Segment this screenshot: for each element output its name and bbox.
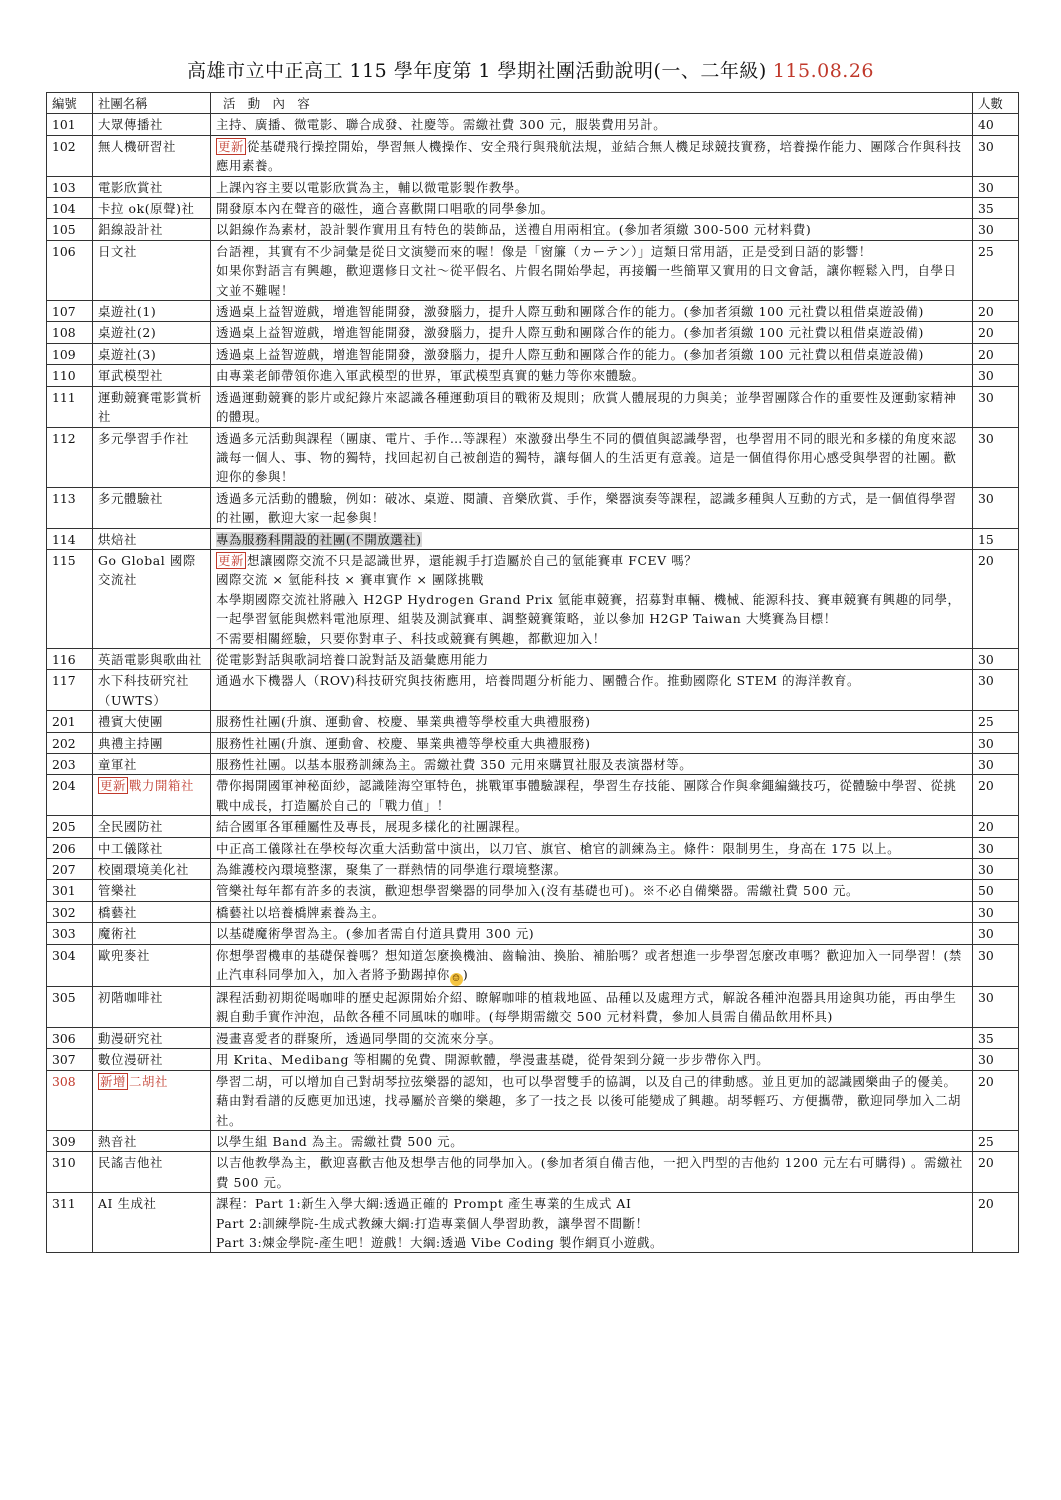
table-row xyxy=(47,135,1019,176)
status-badge: 新增 xyxy=(100,1073,126,1089)
club-id: 113 xyxy=(47,487,93,528)
club-description: 服務性社團(升旗、運動會、校慶、畢業典禮等學校重大典禮服務) xyxy=(216,714,591,730)
club-description-cell xyxy=(211,528,973,549)
club-id: 107 xyxy=(47,301,93,322)
member-count: 30 xyxy=(973,1049,1019,1070)
club-name: 桌遊社(2) xyxy=(98,325,157,341)
title-date: 115.08.26 xyxy=(772,60,875,82)
header-id: 編號 xyxy=(47,93,93,114)
member-count: 20 xyxy=(973,301,1019,322)
club-id: 109 xyxy=(47,343,93,364)
club-description-cell xyxy=(211,114,973,135)
club-description-cell xyxy=(211,732,973,753)
club-description-cell xyxy=(211,711,973,732)
club-id: 301 xyxy=(47,880,93,901)
table-row xyxy=(47,176,1019,197)
table-row xyxy=(47,923,1019,944)
table-row xyxy=(47,1049,1019,1070)
club-description: 以學生組 Band 為主。需繳社費 500 元。 xyxy=(216,1133,464,1149)
club-name-cell xyxy=(93,1193,211,1253)
club-id: 103 xyxy=(47,176,93,197)
club-description: 服務性社團(升旗、運動會、校慶、畢業典禮等學校重大典禮服務) xyxy=(216,735,591,751)
club-description: 學習二胡，可以增加自己對胡琴拉弦樂器的認知，也可以學習雙手的協調，以及自己的律動感。並且更加的認識國樂曲子的優美。 藉由對看譜的反應更加迅速，找尋屬於音樂的樂趣，多了一技之長 以後可能變成了興趣。胡琴輕巧、方便攜帶，歡迎同學加入二胡社。 xyxy=(216,1073,962,1128)
club-name-cell xyxy=(93,240,211,300)
club-name: 全民國防社 xyxy=(98,819,163,835)
table-row xyxy=(47,732,1019,753)
club-name-cell xyxy=(93,944,211,986)
club-name: 多元體驗社 xyxy=(98,490,163,506)
club-name: 民謠吉他社 xyxy=(98,1155,163,1171)
table-row xyxy=(47,301,1019,322)
club-description-cell xyxy=(211,487,973,528)
club-description: 以基礎魔術學習為主。(參加者需自付道具費用 300 元) xyxy=(216,926,535,942)
table-row xyxy=(47,240,1019,300)
table-row xyxy=(47,1130,1019,1151)
club-description: 為維護校內環境整潔，聚集了一群熱情的同學進行環境整潔。 xyxy=(216,862,567,878)
club-name-cell xyxy=(93,1152,211,1193)
member-count: 30 xyxy=(973,487,1019,528)
member-count: 30 xyxy=(973,859,1019,880)
club-id: 203 xyxy=(47,754,93,775)
club-name-cell xyxy=(93,135,211,176)
member-count: 35 xyxy=(973,1027,1019,1048)
table-header-row xyxy=(47,93,1019,114)
club-description: 帶你揭開國軍神秘面紗，認識陸海空軍特色，挑戰軍事體驗課程，學習生存技能、團隊合作與傘繩編織技巧，從體驗中學習、從挑戰中成長，打造屬於自己的「戰力值」！ xyxy=(216,778,957,813)
club-name-cell xyxy=(93,648,211,669)
club-id: 117 xyxy=(47,670,93,711)
club-description: 橋藝社以培養橋牌素養為主。 xyxy=(216,904,385,920)
member-count: 25 xyxy=(973,711,1019,732)
club-description-cell xyxy=(211,859,973,880)
club-name: 歐兜麥社 xyxy=(98,947,150,963)
club-description: 服務性社團。以基本服務訓練為主。需繳社費 350 元用來購買社服及表演器材等。 xyxy=(216,757,693,772)
table-row xyxy=(47,775,1019,816)
club-description: 以鋁線作為素材，設計製作實用且有特色的裝飾品，送禮自用兩相宜。(參加者須繳 300-500 元材料費) xyxy=(216,222,812,238)
club-name: 校園環境美化社 xyxy=(98,862,189,878)
member-count: 30 xyxy=(973,135,1019,176)
member-count: 20 xyxy=(973,816,1019,837)
club-id: 202 xyxy=(47,732,93,753)
club-name-cell xyxy=(93,114,211,135)
header-count: 人數 xyxy=(973,93,1019,114)
club-name-cell xyxy=(93,219,211,240)
table-row xyxy=(47,322,1019,343)
member-count: 20 xyxy=(973,1193,1019,1253)
club-description-end: ) xyxy=(462,967,469,983)
club-description: 從基礎飛行操控開始，學習無人機操作、安全飛行與飛航法規，並結合無人機足球競技實務，培養操作能力、團隊合作與科技應用素養。 xyxy=(216,138,962,174)
member-count: 30 xyxy=(973,923,1019,944)
member-count: 30 xyxy=(973,386,1019,427)
club-name: 管樂社 xyxy=(98,883,137,899)
club-id: 309 xyxy=(47,1130,93,1151)
club-name-cell xyxy=(93,322,211,343)
member-count: 30 xyxy=(973,837,1019,858)
club-name: 運動競賽電影賞析社 xyxy=(98,389,202,425)
club-name-cell xyxy=(93,198,211,219)
member-count: 25 xyxy=(973,1130,1019,1151)
table-row xyxy=(47,1152,1019,1193)
club-description-cell xyxy=(211,1049,973,1070)
club-name: 中工儀隊社 xyxy=(98,840,163,856)
member-count: 30 xyxy=(973,365,1019,386)
club-description: 專為服務科開設的社團(不開放選社) xyxy=(216,531,422,547)
club-id: 115 xyxy=(47,549,93,648)
table-row xyxy=(47,648,1019,669)
header-content: 活 動 內 容 xyxy=(211,93,973,114)
club-id: 111 xyxy=(47,386,93,427)
club-name: 卡拉 ok(原聲)社 xyxy=(98,201,195,217)
member-count: 20 xyxy=(973,549,1019,648)
club-description-cell xyxy=(211,219,973,240)
club-description-cell xyxy=(211,754,973,775)
member-count: 30 xyxy=(973,670,1019,711)
club-name: 魔術社 xyxy=(98,926,137,942)
club-id: 102 xyxy=(47,135,93,176)
member-count: 20 xyxy=(973,322,1019,343)
member-count: 30 xyxy=(973,176,1019,197)
club-id: 205 xyxy=(47,816,93,837)
club-description-cell xyxy=(211,880,973,901)
member-count: 20 xyxy=(973,1070,1019,1130)
club-name-cell xyxy=(93,487,211,528)
club-name-cell xyxy=(93,837,211,858)
club-name: 無人機研習社 xyxy=(98,138,176,154)
member-count: 20 xyxy=(973,1152,1019,1193)
club-name: 桌遊社(3) xyxy=(98,346,157,362)
member-count: 25 xyxy=(973,240,1019,300)
club-description: 結合國軍各軍種屬性及專長，展現多樣化的社團課程。 xyxy=(216,819,528,835)
club-name: 熱音社 xyxy=(98,1133,137,1149)
club-description-cell xyxy=(211,343,973,364)
club-name-cell xyxy=(93,880,211,901)
club-name: 橋藝社 xyxy=(98,904,137,920)
club-description: 開發原本內在聲音的磁性，適合喜歡開口唱歌的同學參加。 xyxy=(216,201,554,217)
club-id: 105 xyxy=(47,219,93,240)
member-count: 30 xyxy=(973,987,1019,1028)
club-id: 307 xyxy=(47,1049,93,1070)
club-name-cell xyxy=(93,670,211,711)
member-count: 40 xyxy=(973,114,1019,135)
status-badge: 更新 xyxy=(218,138,244,154)
member-count: 30 xyxy=(973,732,1019,753)
club-description-cell xyxy=(211,549,973,648)
table-row xyxy=(47,386,1019,427)
club-name: 二胡社 xyxy=(128,1073,168,1089)
club-name: AI 生成社 xyxy=(98,1196,157,1212)
table-row xyxy=(47,670,1019,711)
table-row xyxy=(47,114,1019,135)
club-name-cell xyxy=(93,1070,211,1130)
club-description: 透過桌上益智遊戲，增進智能開發，激發腦力，提升人際互動和團隊合作的能力。(參加者須繳 100 元社費以租借桌遊設備) xyxy=(216,325,924,341)
club-description: 想讓國際交流不只是認識世界，還能親手打造屬於自己的氫能賽車 FCEV 嗎？ 國際交流 × 氫能科技 × 賽車實作 × 團隊挑戰 本學期國際交流社將融入 H2GP Hydrogen Grand Prix 氫能車競賽，招募對車輛、機械、能源科技、賽車競賽有興趣的同學，一起學習氫能與燃料電池原理、組裝及測試賽車、調整競賽策略，並以參加 H2GP Taiwan 大獎賽為目標！ 不需要相關經驗，只要你對車子、科技或競賽有興趣，都歡迎加入！ xyxy=(216,552,961,646)
club-id: 116 xyxy=(47,648,93,669)
club-description-cell xyxy=(211,386,973,427)
club-name: 英語電影與歌曲社 xyxy=(98,651,202,667)
club-description-cell xyxy=(211,1070,973,1130)
club-name: 禮賓大使團 xyxy=(98,714,163,730)
club-name-cell xyxy=(93,901,211,922)
club-description-cell xyxy=(211,365,973,386)
club-description: 從電影對話與歌詞培養口說對話及語彙應用能力 xyxy=(216,651,489,667)
club-name-cell xyxy=(93,1027,211,1048)
smiley-face-icon: ☺ xyxy=(450,973,463,986)
club-name-cell xyxy=(93,859,211,880)
club-id: 306 xyxy=(47,1027,93,1048)
club-table xyxy=(46,92,1019,1253)
club-id: 304 xyxy=(47,944,93,986)
club-id: 104 xyxy=(47,198,93,219)
club-name: 數位漫研社 xyxy=(98,1052,163,1068)
club-name-cell xyxy=(93,386,211,427)
member-count: 50 xyxy=(973,880,1019,901)
club-description-cell xyxy=(211,1193,973,1253)
club-id: 302 xyxy=(47,901,93,922)
club-description: 透過桌上益智遊戲，增進智能開發，激發腦力，提升人際互動和團隊合作的能力。(參加者須繳 100 元社費以租借桌遊設備) xyxy=(216,346,924,362)
club-name: 動漫研究社 xyxy=(98,1030,163,1046)
club-description: 上課內容主要以電影欣賞為主，輔以微電影製作教學。 xyxy=(216,179,528,195)
club-description-cell xyxy=(211,944,973,986)
table-row xyxy=(47,487,1019,528)
club-name-cell xyxy=(93,816,211,837)
club-name: 鋁線設計社 xyxy=(98,222,163,238)
page-title xyxy=(0,56,1061,83)
club-name-cell xyxy=(93,365,211,386)
club-name-cell xyxy=(93,987,211,1028)
club-description: 中正高工儀隊社在學校每次重大活動當中演出，以刀官、旗官、槍官的訓練為主。條件：限制男生，身高在 175 以上。 xyxy=(216,840,901,856)
table-body xyxy=(47,114,1019,1253)
club-description-cell xyxy=(211,427,973,487)
club-id: 305 xyxy=(47,987,93,1028)
club-name: 初階咖啡社 xyxy=(98,990,163,1006)
club-description-cell xyxy=(211,670,973,711)
club-name-cell xyxy=(93,1049,211,1070)
table-row xyxy=(47,711,1019,732)
table-row xyxy=(47,1070,1019,1130)
club-name: 典禮主持團 xyxy=(98,735,163,751)
club-name-cell xyxy=(93,732,211,753)
club-id: 303 xyxy=(47,923,93,944)
member-count: 35 xyxy=(973,198,1019,219)
club-description-cell xyxy=(211,301,973,322)
club-name: 電影欣賞社 xyxy=(98,179,163,195)
title-text: 高雄市立中正高工 115 學年度第 1 學期社團活動說明(一、二年級) xyxy=(186,60,767,82)
club-description: 以吉他教學為主，歡迎喜歡吉他及想學吉他的同學加入。(參加者須自備吉他，一把入門型的吉他約 1200 元左右可購得) 。需繳社費 500 元。 xyxy=(216,1155,963,1190)
club-name-cell xyxy=(93,923,211,944)
club-description: 課程：Part 1:新生入學大綱:透過正確的 Prompt 產生專業的生成式 AI Part 2:訓練學院-生成式教練大綱:打造專業個人學習助教，讓學習不間斷！ Part 3:煉金學院-產生吧！遊戲！大綱:透過 Vibe Coding 製作網頁小遊戲。 xyxy=(216,1196,663,1250)
club-description: 通過水下機器人（ROV)科技研究與技術應用，培養問題分析能力、團體合作。推動國際化 STEM 的海洋教育。 xyxy=(216,673,861,689)
member-count: 30 xyxy=(973,944,1019,986)
club-description-cell xyxy=(211,837,973,858)
table-row xyxy=(47,816,1019,837)
club-description-cell xyxy=(211,1152,973,1193)
club-description-cell xyxy=(211,176,973,197)
club-name-cell xyxy=(93,301,211,322)
member-count: 30 xyxy=(973,427,1019,487)
club-id: 106 xyxy=(47,240,93,300)
club-description: 主持、廣播、微電影、聯合成發、社慶等。需繳社費 300 元，服裝費用另計。 xyxy=(216,117,667,133)
club-id: 310 xyxy=(47,1152,93,1193)
club-description: 台語裡，其實有不少詞彙是從日文演變而來的喔！像是「窗簾（カーテン）」這類日常用語，正是受到日語的影響！ 如果你對語言有興趣，歡迎選修日文社～從平假名、片假名開始學起，再接觸一些簡單又實用的日文會話，讓你輕鬆入門，自學日文並不難喔！ xyxy=(216,243,957,298)
club-id: 101 xyxy=(47,114,93,135)
club-name-cell xyxy=(93,549,211,648)
member-count: 20 xyxy=(973,343,1019,364)
club-name: 多元學習手作社 xyxy=(98,430,189,446)
club-description-cell xyxy=(211,923,973,944)
table-row xyxy=(47,427,1019,487)
club-description: 由專業老師帶領你進入軍武模型的世界，軍武模型真實的魅力等你來體驗。 xyxy=(216,368,645,384)
status-badge: 更新 xyxy=(218,552,244,568)
club-description-cell xyxy=(211,987,973,1028)
club-description-cell xyxy=(211,648,973,669)
table-row xyxy=(47,944,1019,986)
club-description-cell xyxy=(211,1130,973,1151)
club-description: 透過多元活動的體驗，例如：破冰、桌遊、閱讀、音樂欣賞、手作，樂器演奏等課程，認識多種與人互動的方式，是一個值得學習的社團，歡迎大家一起參與！ xyxy=(216,490,957,526)
club-description-cell xyxy=(211,198,973,219)
club-name: 水下科技研究社（UWTS） xyxy=(98,673,189,708)
table-row xyxy=(47,1193,1019,1253)
table-row xyxy=(47,859,1019,880)
club-description: 透過桌上益智遊戲，增進智能開發，激發腦力，提升人際互動和團隊合作的能力。(參加者須繳 100 元社費以租借桌遊設備) xyxy=(216,304,924,320)
club-name: 童軍社 xyxy=(98,757,137,772)
club-description-cell xyxy=(211,775,973,816)
club-description-cell xyxy=(211,240,973,300)
club-id: 207 xyxy=(47,859,93,880)
club-description-cell xyxy=(211,816,973,837)
table-row xyxy=(47,528,1019,549)
club-description: 用 Krita、Medibang 等相關的免費、開源軟體，學漫畫基礎，從骨架到分鏡一步步帶你入門。 xyxy=(216,1052,770,1068)
club-id: 112 xyxy=(47,427,93,487)
club-description-cell xyxy=(211,322,973,343)
club-id: 201 xyxy=(47,711,93,732)
header-name: 社團名稱 xyxy=(93,93,211,114)
club-description: 課程活動初期從喝咖啡的歷史起源開始介紹、瞭解咖啡的植栽地區、品種以及處理方式，解說各種沖泡器具用途與功能，再由學生親自動手實作沖泡，品飲各種不同風味的咖啡。(每學期需繳交 500 元材料費，參加人員需自備品飲用杯具) xyxy=(216,990,957,1025)
member-count: 30 xyxy=(973,901,1019,922)
table-row xyxy=(47,880,1019,901)
club-name: 日文社 xyxy=(98,243,137,259)
club-id: 108 xyxy=(47,322,93,343)
club-name-cell xyxy=(93,1130,211,1151)
member-count: 30 xyxy=(973,219,1019,240)
table-row xyxy=(47,837,1019,858)
club-description-cell xyxy=(211,135,973,176)
table-row xyxy=(47,1027,1019,1048)
club-name: 戰力開箱社 xyxy=(128,778,194,794)
club-name-cell xyxy=(93,343,211,364)
member-count: 20 xyxy=(973,775,1019,816)
club-id: 311 xyxy=(47,1193,93,1253)
club-name-cell xyxy=(93,711,211,732)
club-name-cell xyxy=(93,754,211,775)
club-name-cell xyxy=(93,427,211,487)
club-description: 管樂社每年都有許多的表演，歡迎想學習樂器的同學加入(沒有基礎也可)。※不必自備樂器。需繳社費 500 元。 xyxy=(216,883,859,899)
club-description-cell xyxy=(211,1027,973,1048)
club-id: 114 xyxy=(47,528,93,549)
table-row xyxy=(47,754,1019,775)
club-id: 206 xyxy=(47,837,93,858)
table-row xyxy=(47,219,1019,240)
club-name-cell xyxy=(93,775,211,816)
table-row xyxy=(47,987,1019,1028)
table-row xyxy=(47,343,1019,364)
club-id: 308 xyxy=(47,1070,93,1130)
member-count: 15 xyxy=(973,528,1019,549)
club-name: 烘焙社 xyxy=(98,531,137,547)
club-name: 大眾傳播社 xyxy=(98,117,163,133)
table-row xyxy=(47,198,1019,219)
club-id: 204 xyxy=(47,775,93,816)
table-row xyxy=(47,365,1019,386)
club-name: Go Global 國際交流社 xyxy=(98,552,196,588)
club-description: 你想學習機車的基礎保養嗎？想知道怎麼換機油、齒輪油、換胎、補胎嗎？或者想進一步學習怎麼改車嗎？歡迎加入一同學習！(禁止汽車科同學加入，加入者將予勤踢掉你 xyxy=(216,947,962,983)
club-description: 透過多元活動與課程（團康、電片、手作…等課程）來激發出學生不同的價值與認識學習，也學習用不同的眼光和多樣的角度來認識每一個人、事、物的獨特，找回起初自己被創造的獨特，讓每個人的生活更有意義。這是一個值得你用心感受與學習的社團。歡迎你的參與！ xyxy=(216,430,957,485)
member-count: 30 xyxy=(973,754,1019,775)
club-name-cell xyxy=(93,176,211,197)
club-description: 漫畫喜愛者的群聚所，透過同學間的交流來分享。 xyxy=(216,1030,502,1046)
club-name: 桌遊社(1) xyxy=(98,304,157,320)
club-name-cell xyxy=(93,528,211,549)
club-name: 軍武模型社 xyxy=(98,368,163,384)
table-row xyxy=(47,901,1019,922)
member-count: 30 xyxy=(973,648,1019,669)
club-id: 110 xyxy=(47,365,93,386)
table-row xyxy=(47,549,1019,648)
club-description: 透過運動競賽的影片或紀錄片來認識各種運動項目的戰術及規則；欣賞人體展現的力與美；並學習團隊合作的重要性及運動家精神的體現。 xyxy=(216,389,957,425)
club-description-cell xyxy=(211,901,973,922)
status-badge: 更新 xyxy=(100,778,126,794)
